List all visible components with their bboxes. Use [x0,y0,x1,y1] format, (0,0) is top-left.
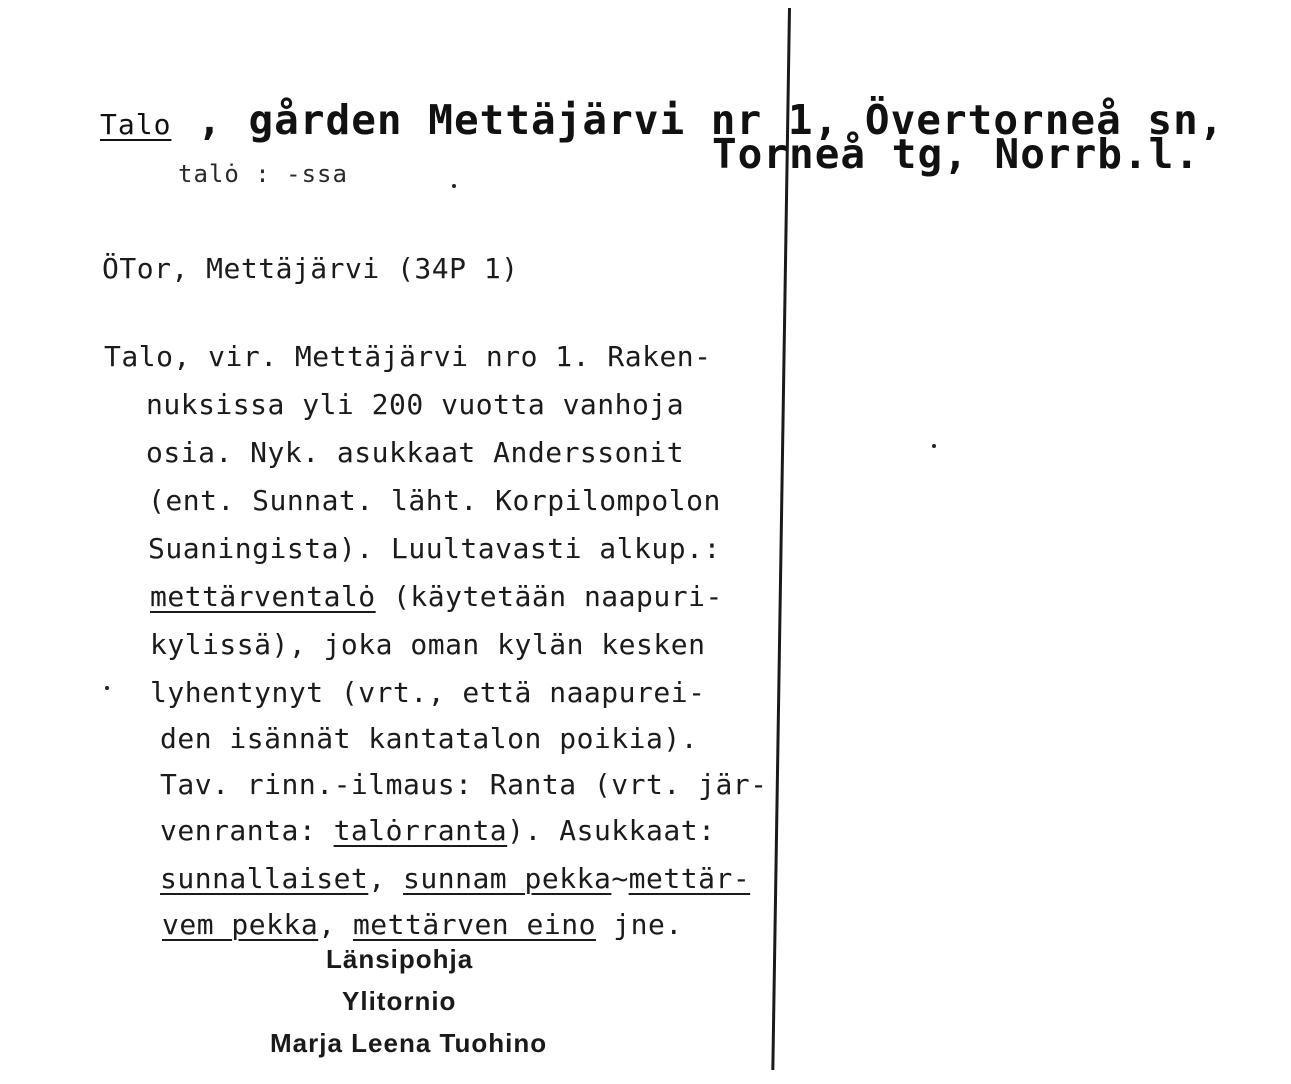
stamp-collector: Marja Leena Tuohino [270,1028,548,1058]
speck [452,184,456,188]
pronunciation: talȯ : -ssa [178,160,348,188]
term-mettarven-eino: mettärven eino [352,908,596,941]
body-line-11: venranta: talȯrranta). Asukkaat: [160,814,716,847]
term-mettarventalo: mettärventalȯ [150,580,376,613]
term-vem-pekka: vem pekka [162,908,319,941]
headword: Talo [100,108,172,141]
body-line-10: Tav. rinn.-ilmaus: Ranta (vrt. jär- [160,768,768,801]
stamp-parish: Ylitornio [342,986,457,1016]
body-line-2: nuksissa yli 200 vuotta vanhoja [146,388,685,421]
body-line-9: den isännät kantatalon poikia). [160,722,699,755]
body-line-13: vem pekka, mettärven eino jne. [162,908,683,941]
term-sunnam-pekka: sunnam pekka [403,862,612,895]
body-line-1: Talo, vir. Mettäjärvi nro 1. Raken- [104,340,712,373]
stamp-region: Länsipohja [326,944,474,974]
header-line-2 [712,130,1200,178]
body-line-8: lyhentynyt (vrt., että naapurei- [150,676,706,709]
header-title: , gården Mettäjärvi nr 1, Övertorneå sn, [197,96,1225,144]
speck [105,686,109,690]
body-line-7: kylissä), joka oman kylän kesken [150,628,706,661]
term-mettar: mettär- [628,862,751,895]
body-line-3: osia. Nyk. asukkaat Anderssonit [146,436,685,469]
body-line-12: sunnallaiset, sunnam pekka~mettär- [160,862,751,895]
body-line-4: (ent. Sunnat. läht. Korpilompolon [148,484,721,517]
term-sunnallaiset: sunnallaiset [160,862,369,895]
header-location: Torneå tg, Norrb.l. [712,130,1200,178]
body-line-6: mettärventalȯ (käytetään naapuri- [150,580,723,613]
term-talorranta: talȯrranta [333,814,508,847]
speck [932,444,936,448]
body-line-5: Suaningista). Luultavasti alkup.: [148,532,721,565]
source-reference: ÖTor, Mettäjärvi (34P 1) [102,252,519,285]
